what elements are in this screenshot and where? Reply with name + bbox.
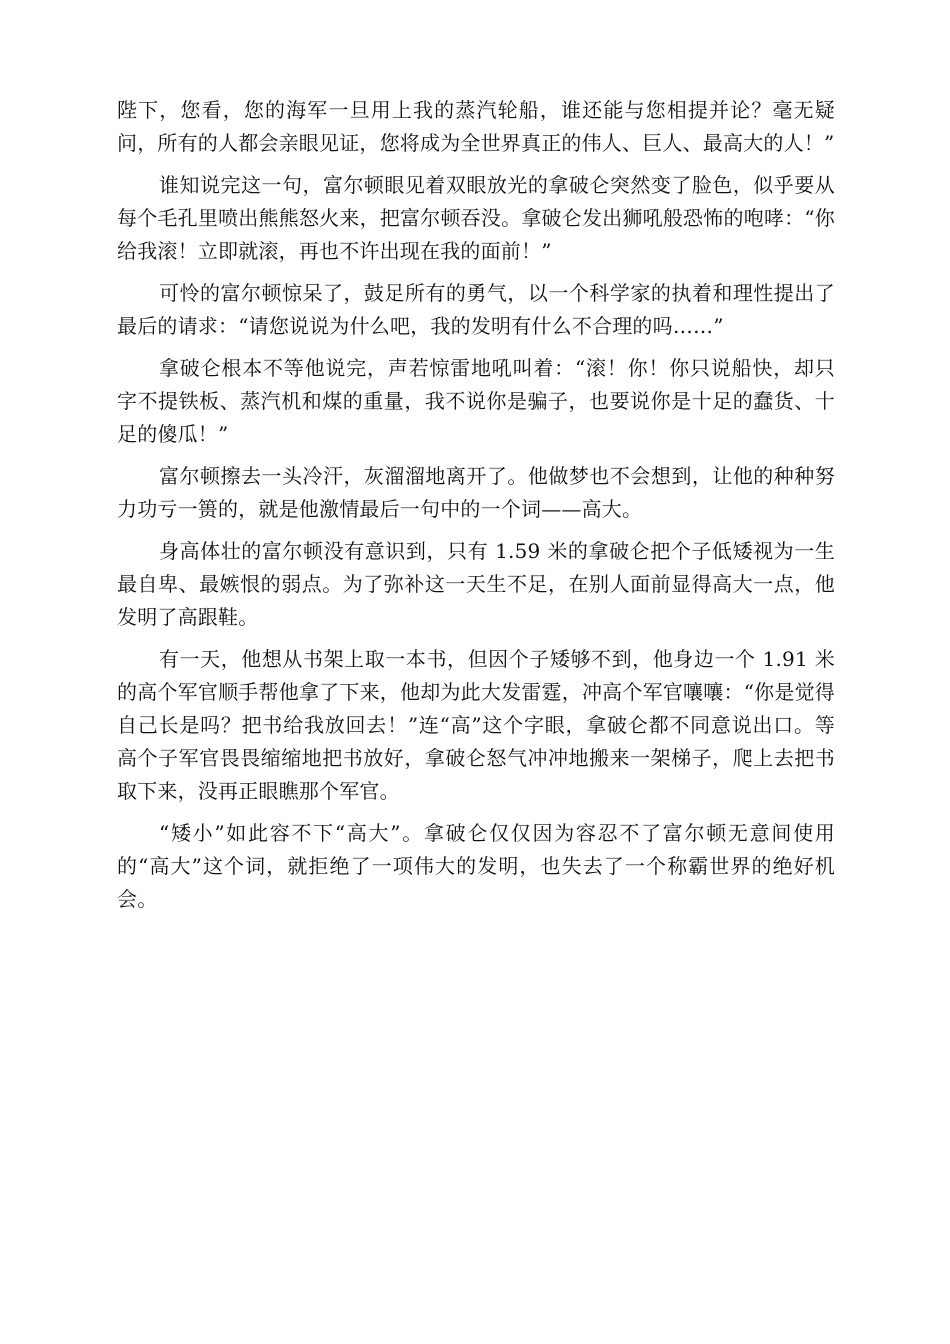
paragraph-1: 陛下，您看，您的海军一旦用上我的蒸汽轮船，谁还能与您相提并论？毫无疑问，所有的人都会亲眼见证，您将成为全世界真正的伟人、巨人、最高大的人！” (117, 98, 835, 155)
paragraph-4: 拿破仑根本不等他说完，声若惊雷地吼叫着：“滚！你！你只说船快，却只字不提铁板、蒸汽机和煤的重量，我不说你是骗子，也要说你是十足的蠢货、十足的傻瓜！” (117, 356, 835, 446)
paragraph-7: 有一天，他想从书架上取一本书，但因个子矮够不到，他身边一个 1.91 米的高个军官顺手帮他拿了下来，他却为此大发雷霆，冲高个军官嚷嚷：“你是觉得自己长是吗？把书给我放回去！”连“高”这个字眼，拿破仑都不同意说出口。等高个子军官畏畏缩缩地把书放好，拿破仑怒气冲冲地搬来一架梯子，爬上去把书取下来，没再正眼瞧那个军官。 (117, 647, 835, 803)
document-page (117, 94, 835, 916)
paragraph-6: 身高体壮的富尔顿没有意识到，只有 1.59 米的拿破仑把个子低矮视为一生最自卑、最嫉恨的弱点。为了弥补这一天生不足，在别人面前显得高大一点，他发明了高跟鞋。 (117, 539, 835, 629)
paragraph-2: 谁知说完这一句，富尔顿眼见着双眼放光的拿破仑突然变了脸色，似乎要从每个毛孔里喷出熊熊怒火来，把富尔顿吞没。拿破仑发出狮吼般恐怖的咆哮：“你给我滚！立即就滚，再也不许出现在我的面前！” (117, 173, 835, 263)
paragraph-3: 可怜的富尔顿惊呆了，鼓足所有的勇气，以一个科学家的执着和理性提出了最后的请求：“请您说说为什么吧，我的发明有什么不合理的吗……” (117, 281, 835, 338)
paragraph-5: 富尔顿擦去一头冷汗，灰溜溜地离开了。他做梦也不会想到，让他的种种努力功亏一篑的，就是他激情最后一句中的一个词——高大。 (117, 464, 835, 521)
paragraph-8: “矮小”如此容不下“高大”。拿破仑仅仅因为容忍不了富尔顿无意间使用的“高大”这个词，就拒绝了一项伟大的发明，也失去了一个称霸世界的绝好机会。 (117, 821, 835, 911)
